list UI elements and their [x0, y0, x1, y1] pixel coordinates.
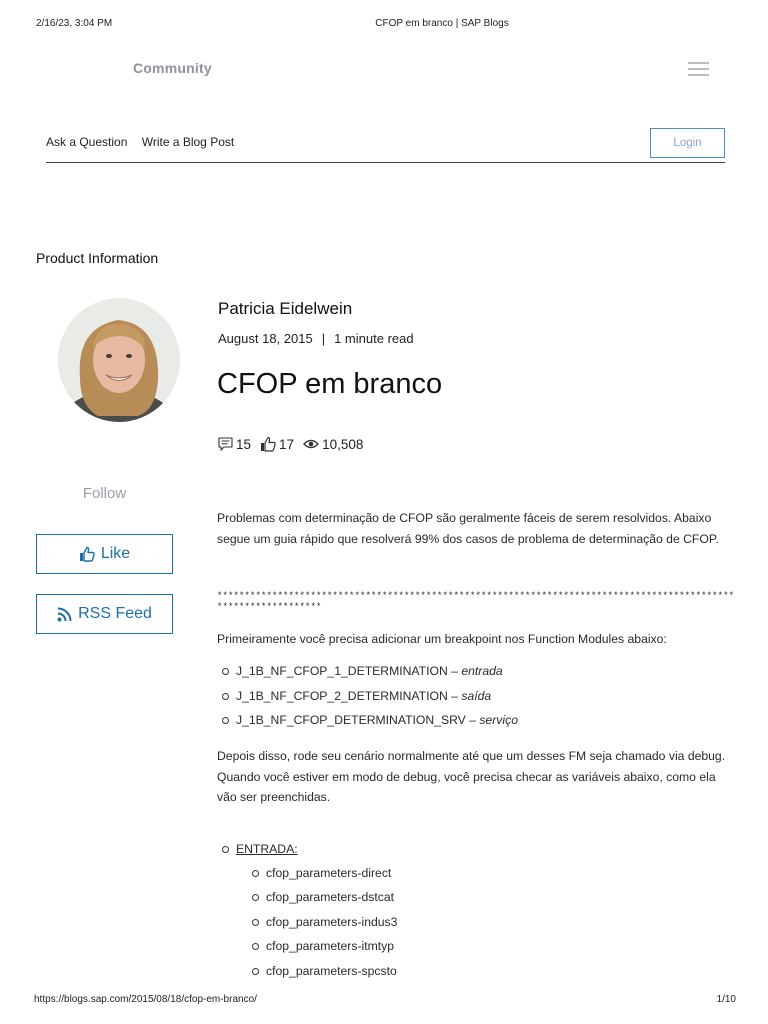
intro-paragraph: Problemas com determinação de CFOP são geralmente fáceis de serem resolvidos. Abaixo segue um guia rápido que resolverá 99% dos casos de problema de determinação de CFOP. [217, 511, 719, 546]
entrada-params-list [252, 864, 397, 986]
follow-button[interactable]: Follow [82, 485, 127, 502]
debug-paragraph-2: Quando você estiver em modo de debug, você precisa checar as variáveis abaixo, como ela vão ser preenchidas. [217, 769, 716, 804]
rss-icon [57, 607, 72, 622]
read-time: 1 minute read [334, 331, 414, 346]
list-item [222, 687, 518, 712]
print-page-number: 1/10 [716, 994, 736, 1005]
top-nav [46, 135, 245, 149]
likes-stat[interactable] [260, 436, 294, 452]
comment-icon [218, 437, 233, 451]
login-button[interactable]: Login [650, 128, 725, 158]
list-item [222, 662, 518, 687]
article-stats [218, 436, 372, 452]
views-stat [303, 437, 363, 452]
fm-note: entrada [461, 664, 503, 678]
separator-stars: ***************************************************************************************************************** [217, 591, 735, 612]
article-intro [217, 508, 737, 549]
rss-feed-label: RSS Feed [78, 605, 152, 622]
debug-paragraphs [217, 746, 737, 808]
list-item [222, 711, 518, 736]
thumbs-up-icon [79, 546, 95, 562]
print-footer [0, 994, 768, 1008]
function-module-list [222, 662, 518, 736]
publish-date: August 18, 2015 [218, 331, 313, 346]
nav-divider [46, 162, 725, 163]
fm-name: J_1B_NF_CFOP_DETERMINATION_SRV [236, 713, 466, 727]
fm-dash: – [465, 713, 480, 727]
ask-question-link[interactable]: Ask a Question [46, 135, 128, 149]
author-name-link[interactable]: Patricia Eidelwein [218, 299, 353, 318]
list-item: cfop_parameters-itmtyp [252, 937, 397, 961]
views-count: 10,508 [322, 436, 364, 452]
fm-dash: – [447, 664, 462, 678]
fm-note: saída [461, 688, 492, 703]
thumbs-up-icon [260, 436, 276, 452]
like-label: Like [100, 545, 131, 562]
meta-separator: | [321, 331, 326, 346]
entrada-link[interactable]: ENTRADA: [236, 842, 298, 856]
list-item: cfop_parameters-spcsto [252, 962, 397, 986]
entrada-list [222, 840, 298, 858]
list-item: cfop_parameters-indus3 [252, 913, 397, 937]
fm-name: J_1B_NF_CFOP_1_DETERMINATION [236, 664, 448, 678]
hamburger-menu-icon[interactable] [688, 62, 709, 76]
author-avatar[interactable] [58, 298, 180, 422]
comments-count: 15 [236, 436, 252, 452]
eye-icon [303, 438, 319, 450]
list-item: cfop_parameters-direct [252, 864, 397, 888]
rss-feed-button[interactable] [36, 594, 173, 634]
fm-dash: – [447, 688, 462, 703]
print-date: 2/16/23, 3:04 PM [36, 18, 113, 29]
list-item: cfop_parameters-dstcat [252, 888, 397, 912]
like-button[interactable] [36, 534, 173, 574]
community-brand-link[interactable]: Community [133, 60, 212, 76]
list-item [222, 840, 298, 858]
article-title: CFOP em branco [217, 368, 443, 400]
print-url: https://blogs.sap.com/2015/08/18/cfop-em-branco/ [34, 994, 257, 1005]
likes-count: 17 [279, 436, 295, 452]
fm-name: J_1B_NF_CFOP_2_DETERMINATION [236, 688, 448, 703]
print-page-title: CFOP em branco | SAP Blogs [375, 18, 509, 29]
product-information-link[interactable]: Product Information [36, 250, 159, 266]
breakpoint-paragraph: Primeiramente você precisa adicionar um breakpoint nos Function Modules abaixo: [217, 632, 667, 646]
debug-paragraph-1: Depois disso, rode seu cenário normalmente até que um desses FM seja chamado via debug. [217, 749, 726, 763]
print-header [0, 18, 768, 32]
write-blog-post-link[interactable]: Write a Blog Post [141, 135, 235, 149]
article-meta [218, 331, 414, 346]
fm-note: serviço [479, 713, 518, 727]
comments-stat[interactable] [218, 437, 251, 452]
author-photo [58, 298, 180, 422]
